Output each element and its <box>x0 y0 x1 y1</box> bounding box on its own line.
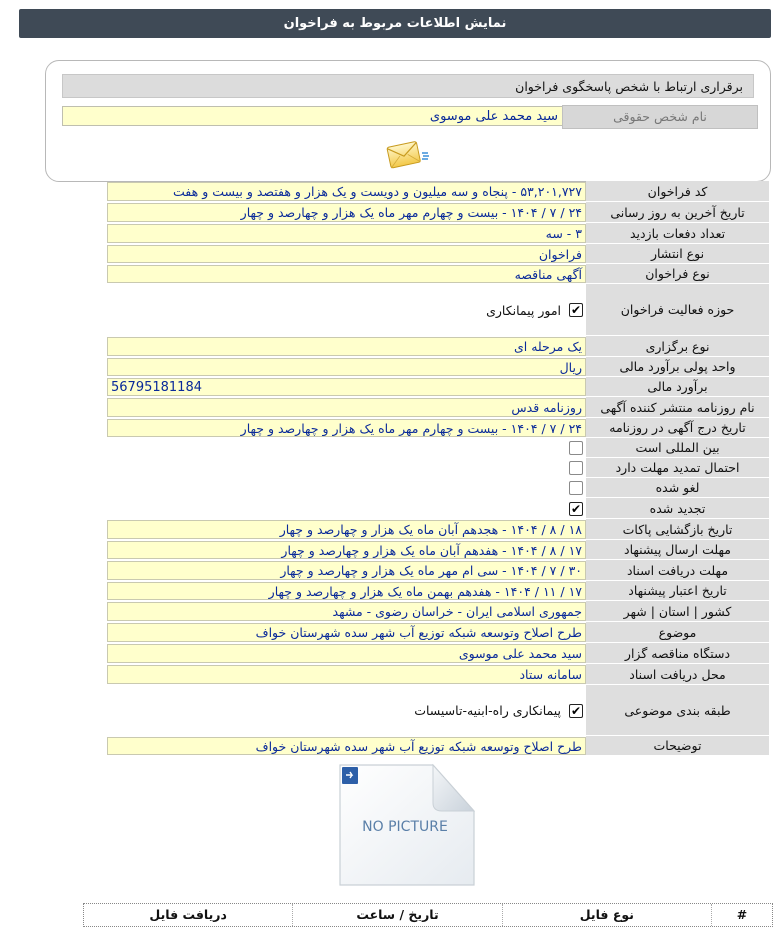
opening-date-label: تاریخ بازگشایی پاکات <box>586 519 769 540</box>
call-type-value: آگهی مناقصه <box>107 265 586 283</box>
docs-place-value: سامانه ستاد <box>107 665 586 684</box>
international-label: بین المللی است <box>586 438 769 458</box>
call-type-label: نوع فراخوان <box>586 264 769 284</box>
envelope-icon <box>383 136 433 174</box>
row-activity-scope <box>107 284 769 336</box>
last-update-label: تاریخ آخرین به روز رسانی <box>586 202 769 223</box>
category-options <box>107 685 586 736</box>
renewed-checkbox[interactable]: ✔ <box>570 501 582 516</box>
cancelled-area <box>107 478 586 498</box>
category-checkbox[interactable]: ✔ <box>570 703 582 718</box>
opening-date-value: ۱۸ / ۸ / ۱۴۰۴ - هجدهم آبان ماه یک هزار و چهارصد و چهار <box>107 520 586 539</box>
files-col-download: دریافت فایل <box>149 907 227 922</box>
currency-label: واحد پولی برآورد مالی <box>586 357 769 377</box>
row-estimate <box>107 377 769 397</box>
location-value: جمهوری اسلامی ایران - خراسان رضوی - مشهد <box>107 602 586 621</box>
row-submit-deadline <box>107 540 769 560</box>
description-label: توضیحات <box>586 736 769 756</box>
no-picture-text: NO PICTURE <box>362 819 448 835</box>
legal-person-label: نام شخص حقوقی <box>562 105 758 129</box>
row-publish-type <box>107 244 769 264</box>
row-last-update <box>107 202 769 223</box>
row-visits <box>107 223 769 244</box>
submit-deadline-label: مهلت ارسال پیشنهاد <box>586 540 769 560</box>
visits-label: تعداد دفعات بازدید <box>586 223 769 244</box>
row-currency <box>107 357 769 377</box>
row-description <box>107 736 769 756</box>
cancelled-checkbox[interactable] <box>569 481 583 495</box>
holding-type-value: یک مرحله ای <box>107 337 586 356</box>
row-category <box>107 685 769 736</box>
newspaper-date-value: ۲۴ / ۷ / ۱۴۰۴ - بیست و چهارم مهر ماه یک هزار و چهارصد و چهار <box>107 419 586 437</box>
last-update-value: ۲۴ / ۷ / ۱۴۰۴ - بیست و چهارم مهر ماه یک هزار و چهارصد و چهار <box>107 203 586 222</box>
validity-date-value: ۱۷ / ۱۱ / ۱۴۰۴ - هفدهم بهمن ماه یک هزار و چهارصد و چهار <box>107 582 586 600</box>
newspaper-date-label: تاریخ درج آگهی در روزنامه <box>586 418 769 438</box>
visits-value: ۳ - سه <box>107 224 586 243</box>
category-option-label: پیمانکاری راه-ابنیه-تاسیسات <box>414 703 561 718</box>
activity-scope-options <box>107 284 586 336</box>
contact-panel <box>45 60 771 182</box>
extension-possible-area <box>107 458 586 478</box>
legal-person-value: سید محمد علی موسوی <box>62 106 562 126</box>
publish-type-value: فراخوان <box>107 245 586 263</box>
row-docs-deadline <box>107 560 769 581</box>
activity-scope-label: حوزه فعالیت فراخوان <box>586 284 769 336</box>
description-value: طرح اصلاح وتوسعه شبکه توزیع آب شهر سده شهرستان خواف <box>107 737 586 755</box>
estimate-value: 56795181184 <box>107 378 586 396</box>
row-renewed <box>107 498 769 519</box>
row-extension-possible <box>107 458 769 478</box>
no-picture-image <box>338 763 478 888</box>
row-holding-type <box>107 336 769 357</box>
page-header: نمایش اطلاعات مربوط به فراخوان <box>19 9 771 38</box>
row-newspaper-date <box>107 418 769 438</box>
files-col-type: نوع فایل <box>502 904 711 926</box>
send-message-button[interactable] <box>383 136 433 174</box>
location-label: کشور | استان | شهر <box>586 601 769 622</box>
contact-title: برقراری ارتباط با شخص پاسخگوی فراخوان <box>62 74 754 98</box>
files-col-index: # <box>711 904 772 926</box>
newspaper-label: نام روزنامه منتشر کننده آگهی <box>586 397 769 418</box>
organizer-value: سید محمد علی موسوی <box>107 644 586 663</box>
cancelled-label: لغو شده <box>586 478 769 498</box>
organizer-label: دستگاه مناقصه گزار <box>586 643 769 664</box>
row-newspaper <box>107 397 769 418</box>
subject-label: موضوع <box>586 622 769 643</box>
code-label: کد فراخوان <box>586 181 769 202</box>
row-code <box>107 181 769 202</box>
row-location <box>107 601 769 622</box>
row-subject <box>107 622 769 643</box>
code-value: ۵۳,۲۰۱,۷۲۷ - پنجاه و سه میلیون و دویست و یک هزار و هفتصد و بیست و هفت <box>107 182 586 201</box>
renewed-label: تجدید شده <box>586 498 769 519</box>
currency-value: ریال <box>107 358 586 376</box>
estimate-label: برآورد مالی <box>586 377 769 397</box>
activity-scope-option-label: امور پیمانکاری <box>486 302 561 318</box>
row-opening-date <box>107 519 769 540</box>
holding-type-label: نوع برگزاری <box>586 336 769 357</box>
publish-type-label: نوع انتشار <box>586 244 769 264</box>
subject-value: طرح اصلاح وتوسعه شبکه توزیع آب شهر سده شهرستان خواف <box>107 623 586 642</box>
files-col-datetime: تاریخ / ساعت <box>292 904 501 926</box>
renewed-area <box>107 498 586 519</box>
activity-scope-checkbox[interactable]: ✔ <box>570 303 582 317</box>
newspaper-value: روزنامه قدس <box>107 398 586 417</box>
files-table <box>83 903 773 927</box>
validity-date-label: تاریخ اعتبار پیشنهاد <box>586 581 769 601</box>
extension-possible-checkbox[interactable] <box>569 461 583 475</box>
submit-deadline-value: ۱۷ / ۸ / ۱۴۰۴ - هفدهم آبان ماه یک هزار و چهارصد و چهار <box>107 541 586 559</box>
international-area <box>107 438 586 458</box>
row-cancelled <box>107 478 769 498</box>
docs-deadline-value: ۳۰ / ۷ / ۱۴۰۴ - سی ام مهر ماه یک هزار و چهارصد و چهار <box>107 561 586 580</box>
row-call-type <box>107 264 769 284</box>
extension-possible-label: احتمال تمدید مهلت دارد <box>586 458 769 478</box>
row-international <box>107 438 769 458</box>
row-organizer <box>107 643 769 664</box>
docs-place-label: محل دریافت اسناد <box>586 664 769 685</box>
international-checkbox[interactable] <box>569 441 583 455</box>
row-docs-place <box>107 664 769 685</box>
docs-deadline-label: مهلت دریافت اسناد <box>586 560 769 581</box>
category-label: طبقه بندی موضوعی <box>586 685 769 736</box>
row-validity-date <box>107 581 769 601</box>
